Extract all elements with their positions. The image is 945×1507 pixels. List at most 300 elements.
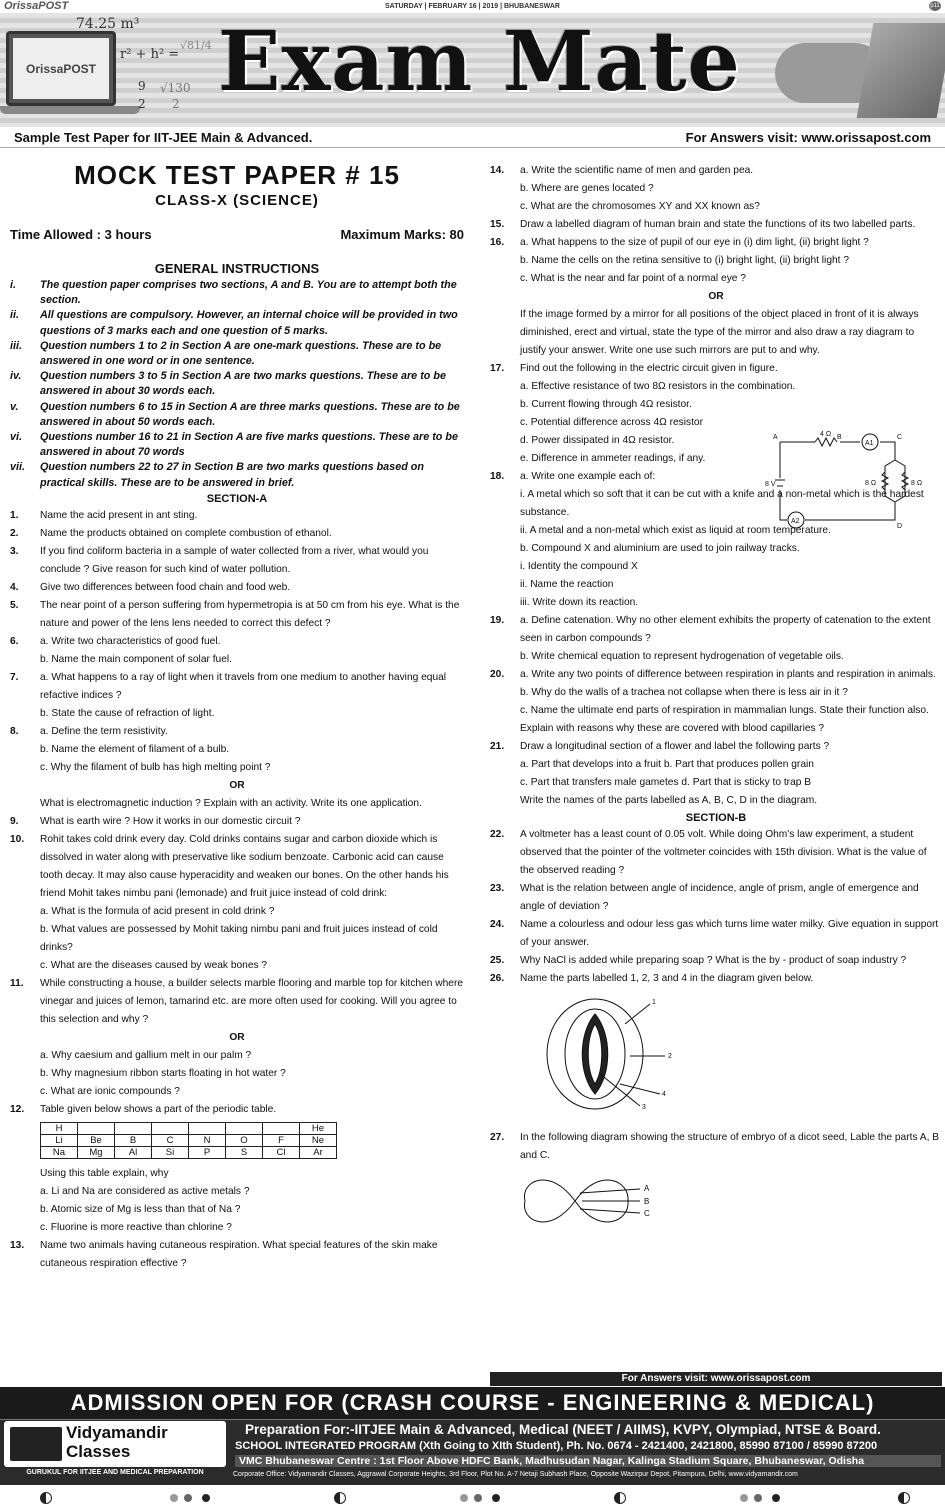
question-text: c. Potential difference across 4Ω resistor [520, 417, 703, 428]
instruction-item [10, 278, 464, 308]
laptop-illustration [6, 31, 116, 106]
question-number [10, 741, 40, 759]
question-text: If you find coliform bacteria in a sample of water collected from a river, what would you conclude ? Give reason for such kind of water pollution. [40, 545, 429, 575]
question-item [490, 360, 942, 378]
question-item [10, 633, 464, 651]
instruction-item [10, 339, 464, 369]
question-text: a. Write any two points of difference between respiration in plants and respiration in animals. [520, 669, 936, 680]
question-number [10, 1047, 40, 1065]
question-text: a. Part that develops into a fruit b. Part that produces pollen grain [520, 759, 814, 770]
question-number [490, 558, 520, 576]
question-item [490, 252, 942, 270]
question-number: 23. [490, 883, 505, 894]
element-cell: F [263, 1134, 300, 1146]
question-number: 12. [10, 1103, 25, 1115]
math-decor: 2 [172, 97, 180, 111]
question-item [10, 543, 464, 579]
circuit-label-8v: 8 V [765, 481, 776, 488]
question-item [10, 813, 464, 831]
element-cell: Be [78, 1134, 115, 1146]
registration-mark [184, 1494, 192, 1502]
question-item [10, 1237, 464, 1273]
question-item [10, 723, 464, 741]
question-item [10, 741, 464, 759]
logo-name-line2: Classes [66, 1442, 131, 1461]
element-cell: Mg [78, 1146, 115, 1158]
element-cell: Cl [263, 1146, 300, 1158]
question-text: Using this table explain, why [40, 1167, 169, 1179]
element-cell: Na [41, 1146, 78, 1158]
element-cell [226, 1122, 263, 1134]
question-number: 1. [10, 509, 19, 521]
math-decor: 2 [138, 97, 146, 111]
element-cell: B [115, 1134, 152, 1146]
question-item [10, 1201, 464, 1219]
instruction-text: Question numbers 6 to 15 in Section A are three marks questions. These are to be answered in about 50 words each. [40, 400, 460, 428]
instruction-text: The question paper comprises two sections, A and B. You are to attempt both the section. [40, 279, 457, 307]
question-text: a. Write two characteristics of good fuel. [40, 635, 221, 647]
circuit-label-c: C [897, 434, 903, 441]
question-text: c. Why the filament of bulb has high melting point ? [40, 761, 271, 773]
question-text: e. Difference in ammeter readings, if any. [520, 453, 706, 464]
question-text: a. Why caesium and gallium melt in our palm ? [40, 1049, 252, 1061]
question-number: 14. [490, 165, 505, 176]
instruction-text: Question numbers 1 to 2 in Section A are one-mark questions. These are to be answered in one word or in one sentence. [40, 339, 442, 368]
question-text: b. Compound X and aluminium are used to join railway tracks. [520, 543, 800, 554]
registration-mark [40, 1492, 52, 1504]
question-text: A voltmeter has a least count of 0.05 volt. While doing Ohm's law experiment, a student observed that the pointer of the voltmeter coincides with 15th division. What is the value of the observed reading ? [520, 829, 927, 876]
instruction-number: ii. [10, 309, 19, 322]
instruction-item [10, 460, 464, 490]
question-item [10, 921, 464, 957]
question-item [490, 612, 942, 648]
laptop-base [0, 106, 140, 114]
or-separator: OR [229, 779, 245, 791]
answers-link-strip: For Answers visit: www.orissapost.com [490, 1372, 942, 1386]
question-number [490, 756, 520, 774]
question-number: 8. [10, 725, 19, 737]
question-item [10, 1165, 464, 1183]
registration-mark [334, 1492, 346, 1504]
question-text: ii. Name the reaction [520, 579, 614, 590]
right-column [490, 152, 942, 1238]
question-number [10, 1083, 40, 1101]
question-item [10, 795, 464, 813]
question-number: 25. [490, 955, 505, 966]
or-separator: OR [229, 1031, 245, 1043]
circuit-label-8ohm-a: 8 Ω [865, 480, 877, 487]
question-number [490, 270, 520, 288]
question-number [490, 306, 520, 360]
question-text: b. Why do the walls of a trachea not collapse when there is less air in it ? [520, 687, 848, 698]
instruction-number: i. [10, 279, 16, 291]
question-item [490, 270, 942, 288]
question-text: a. Define catenation. Why no other element exhibits the property of catenation to the extent seen in carbon compounds ? [520, 615, 931, 644]
question-text: Table given below shows a part of the periodic table. [40, 1103, 277, 1115]
registration-mark [754, 1494, 762, 1502]
question-number [490, 540, 520, 558]
footer-preparation-line: Preparation For:-IITJEE Main & Advanced, Medical (NEET / AIIMS), KVPY, Olympiad, NTSE & Board. [245, 1422, 881, 1437]
question-text: a. Effective resistance of two 8Ω resistors in the combination. [520, 381, 796, 392]
question-text: Name the acid present in ant sting. [40, 509, 198, 521]
stomata-label-4: 4 [662, 1091, 666, 1098]
question-item [490, 756, 942, 774]
element-cell: Si [152, 1146, 189, 1158]
instruction-number: vi. [10, 431, 23, 444]
footer-centre-address: VMC Bhubaneswar Centre : 1st Floor Above HDFC Bank, Madhusudan Nagar, Kalinga Stadium Square, Bhubaneswar, Odisha [235, 1455, 941, 1467]
question-number: 19. [490, 615, 505, 626]
question-text: c. What is the near and far point of a normal eye ? [520, 273, 746, 284]
seed-label-c: C [644, 1209, 650, 1218]
math-decor: 74.25 m³ [76, 16, 140, 32]
question-number [10, 795, 40, 813]
logo-name-line1: Vidyamandir [66, 1423, 168, 1442]
question-text: c. What are the chromosomes XY and XX known as? [520, 201, 760, 212]
question-item [10, 651, 464, 669]
circuit-label-8ohm-b: 8 Ω [911, 480, 923, 487]
question-item [490, 826, 942, 880]
question-text: Rohit takes cold drink every day. Cold drinks contains sugar and carbon dioxide which is dissolved in water along with preservative like sodium benzoate. Carbonic acid can cause tooth decay. It may also cause hyperacidity and weaken our bones. On the other hands his friend Mohit takes nimbu pani (lemonade) and fruit juice instead of cold drink: [40, 833, 449, 899]
question-item [490, 198, 942, 216]
element-cell: P [189, 1146, 226, 1158]
paper-class: CLASS-X (SCIENCE) [155, 192, 319, 209]
element-cell [78, 1122, 115, 1134]
question-text: i. Identity the compound X [520, 561, 638, 572]
stomata-label-3: 3 [642, 1104, 646, 1111]
question-item [10, 1219, 464, 1237]
question-text: Draw a longitudinal section of a flower and label the following parts ? [520, 741, 830, 752]
circuit-label-a: A [773, 434, 778, 441]
registration-mark [460, 1494, 468, 1502]
question-item [490, 396, 942, 414]
instruction-item [10, 430, 464, 460]
question-number [10, 1183, 40, 1201]
question-number: 21. [490, 741, 505, 752]
right-questions [490, 162, 942, 988]
footer-program-line: SCHOOL INTEGRATED PROGRAM (Xth Going to XIth Student), Ph. No. 0674 - 2421400, 2421800, 85990 87100 / 85990 87200 [235, 1440, 878, 1452]
question-item [490, 378, 942, 396]
question-number [490, 576, 520, 594]
registration-mark [898, 1492, 910, 1504]
element-cell: S [226, 1146, 263, 1158]
masthead-brand: OrissaPOST [4, 0, 69, 12]
element-cell [189, 1122, 226, 1134]
question-text: iii. Write down its reaction. [520, 597, 639, 608]
question-item [490, 970, 942, 988]
question-number [10, 921, 40, 957]
advertisement-footer [0, 1387, 945, 1485]
paper-title: MOCK TEST PAPER # 15 [74, 160, 400, 190]
paper-meta [10, 226, 464, 244]
footer-corporate-office: Corporate Office: Vidyamandir Classes, Aggrawal Corporate Heights, 3rd Floor, Plot No. A-7 Netaji Subhash Place, Opposite Wazirpur Depot, Pitampura, Delhi, www.vidyamandir.com [233, 1471, 798, 1478]
page-number-badge: p11 [930, 3, 940, 9]
instruction-number: v. [10, 400, 19, 413]
stomata-label-2: 2 [668, 1053, 672, 1060]
question-number [490, 522, 520, 540]
registration-mark [202, 1494, 210, 1502]
question-number [490, 702, 520, 738]
registration-marks [0, 1488, 945, 1507]
or-separator: OR [708, 291, 724, 302]
question-text: If the image formed by a mirror for all positions of the object placed in front of it is always diminished, erect and virtual, state the type of the mirror and also draw a ray diagram to justify your answer. Write one use such mirrors are put to and why. [520, 309, 919, 356]
stomata-diagram [520, 994, 690, 1114]
ammeter-a2-label: A2 [791, 518, 800, 525]
question-number [490, 594, 520, 612]
question-number [490, 198, 520, 216]
question-text: What is earth wire ? How it works in our domestic circuit ? [40, 815, 301, 827]
exam-mate-banner [0, 13, 945, 127]
section-title: Exam Mate [218, 14, 741, 110]
question-item [10, 903, 464, 921]
question-number: 2. [10, 527, 19, 539]
question-number [10, 1165, 40, 1183]
question-item [10, 597, 464, 633]
seed-label-b: B [644, 1197, 650, 1206]
question-text: Name two animals having cutaneous respiration. What special features of the skin make cutaneous respiration effective ? [40, 1239, 438, 1269]
math-decor: 9 [138, 79, 146, 93]
question-item [490, 774, 942, 792]
maximum-marks: Maximum Marks: 80 [340, 227, 464, 242]
question-item [10, 705, 464, 723]
question-item [490, 180, 942, 198]
calculator-illustration [857, 23, 945, 118]
table-row [41, 1146, 337, 1158]
left-column [10, 152, 464, 1273]
question-item [10, 525, 464, 543]
question-text: a. Write one example each of: [520, 471, 656, 482]
logo-tagline: GURUKUL FOR IITJEE AND MEDICAL PREPARATION [26, 1469, 204, 1476]
admission-headline: ADMISSION OPEN FOR (CRASH COURSE - ENGINEERING & MEDICAL) [0, 1387, 945, 1420]
question-number: 11. [10, 977, 24, 989]
question-item [490, 666, 942, 684]
table-row [41, 1122, 337, 1134]
laptop-brand: OrissaPOST [13, 38, 109, 99]
element-cell: H [41, 1122, 78, 1134]
book-icon [10, 1427, 62, 1461]
question-text: b. Current flowing through 4Ω resistor. [520, 399, 692, 410]
instruction-text: All questions are compulsory. However, an internal choice will be provided in two questions of 3 marks each and one question of 5 marks. [40, 309, 458, 337]
tagline-left: Sample Test Paper for IIT-JEE Main & Advanced. [14, 130, 313, 145]
question-item [490, 306, 942, 360]
dicot-seed-embryo-diagram [520, 1171, 670, 1231]
question-item [10, 1065, 464, 1083]
element-cell [115, 1122, 152, 1134]
instruction-text: Question numbers 3 to 5 in Section A are two marks questions. These are to be answered in about 30 words each. [40, 370, 446, 398]
stomata-label-1: 1 [652, 999, 656, 1006]
question-text: b. Why magnesium ribbon starts floating in hot water ? [40, 1067, 286, 1079]
question-text: Find out the following in the electric circuit given in figure. [520, 363, 778, 374]
question-text: Draw a labelled diagram of human brain and state the functions of its two labelled parts. [520, 219, 916, 230]
question-number [490, 648, 520, 666]
question-number: 9. [10, 815, 19, 827]
question-text: d. Power dissipated in 4Ω resistor. [520, 435, 675, 446]
periodic-table [40, 1122, 337, 1159]
question-text: c. What are ionic compounds ? [40, 1085, 180, 1097]
question-item [490, 684, 942, 702]
question-item [10, 579, 464, 597]
question-27 [490, 1129, 942, 1165]
question-item [490, 952, 942, 970]
question-number: 27. [490, 1132, 505, 1143]
question-text: c. What are the diseases caused by weak bones ? [40, 959, 268, 971]
math-decor: √81/4 [180, 39, 212, 52]
electric-circuit-diagram [765, 430, 935, 530]
question-number [490, 180, 520, 198]
registration-mark [170, 1494, 178, 1502]
question-number [10, 1201, 40, 1219]
question-text: a. Define the term resistivity. [40, 725, 168, 737]
question-text: a. What happens to the size of pupil of our eye in (i) dim light, (ii) bright light ? [520, 237, 869, 248]
general-instructions-heading: GENERAL INSTRUCTIONS [154, 261, 320, 276]
question-item [490, 558, 942, 576]
question-text: b. What values are possessed by Mohit taking nimbu pani and fruit juices instead of cold drinks? [40, 923, 438, 953]
instruction-item [10, 369, 464, 399]
question-item [10, 957, 464, 975]
circuit-label-4ohm: 4 Ω [820, 431, 832, 438]
registration-mark [614, 1492, 626, 1504]
question-text: b. Name the main component of solar fuel. [40, 653, 232, 665]
question-number: 20. [490, 669, 505, 680]
question-number: 7. [10, 671, 19, 683]
question-number [490, 792, 520, 810]
question-text: b. Write chemical equation to represent hydrogenation of vegetable oils. [520, 651, 844, 662]
question-text: Name the products obtained on complete combustion of ethanol. [40, 527, 332, 539]
question-text: Write the names of the parts labelled as A, B, C, D in the diagram. [520, 795, 818, 806]
question-item [10, 1047, 464, 1065]
instruction-number: iv. [10, 370, 22, 383]
registration-mark [772, 1494, 780, 1502]
question-text: a. What happens to a ray of light when it travels from one medium to another having equal refactive indices ? [40, 671, 447, 701]
question-text: b. State the cause of refraction of light. [40, 707, 215, 719]
question-number: 22. [490, 829, 505, 840]
question-text: In the following diagram showing the structure of embryo of a dicot seed, Lable the parts A, B and C. [520, 1132, 940, 1161]
question-item [490, 234, 942, 252]
seed-label-a: A [644, 1184, 650, 1193]
question-number [10, 903, 40, 921]
question-number [490, 252, 520, 270]
question-text: a. Write the scientific name of men and garden pea. [520, 165, 754, 176]
question-number [490, 378, 520, 396]
question-item [490, 576, 942, 594]
question-text: Give two differences between food chain and food web. [40, 581, 291, 593]
question-number: 6. [10, 635, 19, 647]
question-number [490, 414, 520, 432]
question-text: While constructing a house, a builder selects marble flooring and marble top for kitchen where vinegar and juices of lemon, tamarind etc. are more often used for cooking. Will you agree to this selection and why ? [40, 977, 464, 1025]
question-number: 4. [10, 581, 19, 593]
element-cell: Al [115, 1146, 152, 1158]
question-number [10, 759, 40, 777]
question-text: What is the relation between angle of incidence, angle of prism, angle of emergence and angle of deviation ? [520, 883, 919, 912]
element-cell: Li [41, 1134, 78, 1146]
question-text: Why NaCl is added while preparing soap ? What is the by - product of soap industry ? [520, 955, 907, 966]
registration-mark [474, 1494, 482, 1502]
question-text: c. Fluorine is more reactive than chlorine ? [40, 1221, 232, 1233]
question-text: c. Part that transfers male gametes d. Part that is sticky to trap B [520, 777, 812, 788]
question-number [490, 450, 520, 468]
instruction-item [10, 308, 464, 338]
question-text: b. Name the element of filament of a bulb. [40, 743, 230, 755]
question-number [490, 486, 520, 522]
instruction-text: Question numbers 22 to 27 in Section B are two marks questions based on practical skills. These are to be answered in brief. [40, 461, 424, 489]
dateline: SATURDAY | FEBRUARY 16 | 2019 | BHUBANESWAR [385, 2, 560, 10]
question-number [10, 705, 40, 723]
question-text: What is electromagnetic induction ? Explain with an activity. Write its one application. [40, 797, 422, 809]
question-text: b. Name the cells on the retina sensitive to (i) bright light, (ii) bright light ? [520, 255, 849, 266]
left-questions-continued [10, 1165, 464, 1273]
question-text: a. What is the formula of acid present in cold drink ? [40, 905, 275, 917]
left-questions [10, 507, 464, 1119]
question-item [490, 216, 942, 234]
question-number [10, 1219, 40, 1237]
question-item [490, 738, 942, 756]
math-decor: r² + h² = [120, 47, 180, 62]
instruction-number: vii. [10, 461, 26, 474]
question-number: 26. [490, 973, 505, 984]
question-number [10, 1065, 40, 1083]
question-text: i. A metal which so soft that it can be cut with a knife and a non-metal which is the hardest substance. [520, 489, 924, 518]
question-item [10, 975, 464, 1029]
question-item [10, 1083, 464, 1101]
question-number [490, 432, 520, 450]
question-number: 16. [490, 237, 505, 248]
question-item [490, 594, 942, 612]
banner-subbar [0, 128, 945, 148]
section-b-heading: SECTION-B [685, 812, 747, 824]
element-cell: Ne [300, 1134, 337, 1146]
question-number: 13. [10, 1239, 25, 1251]
ammeter-a1-label: A1 [865, 440, 874, 447]
question-number [490, 684, 520, 702]
question-number [490, 774, 520, 792]
element-cell: Ar [300, 1146, 337, 1158]
question-number: 10. [10, 833, 25, 845]
question-text: Name the parts labelled 1, 2, 3 and 4 in the diagram given below. [520, 973, 814, 984]
element-cell [263, 1122, 300, 1134]
vidyamandir-logo [4, 1421, 226, 1467]
instruction-text: Questions number 16 to 21 in Section A are five marks questions. These are to be answered in about 70 words [40, 431, 459, 459]
instruction-number: iii. [10, 339, 22, 352]
time-allowed: Time Allowed : 3 hours [10, 227, 152, 242]
registration-mark [492, 1494, 500, 1502]
question-text: b. Atomic size of Mg is less than that of Na ? [40, 1203, 241, 1215]
question-text: b. Where are genes located ? [520, 183, 654, 194]
section-a-heading: SECTION-A [206, 492, 268, 505]
instructions-list [10, 278, 464, 491]
question-number [490, 396, 520, 414]
element-cell: O [226, 1134, 263, 1146]
element-cell: He [300, 1122, 337, 1134]
tagline-right: For Answers visit: www.orissapost.com [685, 130, 931, 145]
question-text: a. Li and Na are considered as active metals ? [40, 1185, 250, 1197]
question-item [490, 916, 942, 952]
question-item [10, 1183, 464, 1201]
question-number: 15. [490, 219, 505, 230]
question-number: 18. [490, 471, 505, 482]
question-item [490, 792, 942, 810]
question-item [490, 880, 942, 916]
question-text: ii. A metal and a non-metal which exist as liquid at room temperature. [520, 525, 831, 536]
circuit-label-b: B [837, 434, 842, 441]
question-item [490, 162, 942, 180]
question-item [10, 669, 464, 705]
question-item [490, 540, 942, 558]
question-item [490, 648, 942, 666]
math-decor: √130 [160, 81, 191, 95]
question-number: 3. [10, 545, 19, 557]
instruction-item [10, 400, 464, 430]
question-number [10, 957, 40, 975]
question-text: Name a colourless and odour less gas which turns lime water milky. Give equation in support of your answer. [520, 919, 939, 948]
